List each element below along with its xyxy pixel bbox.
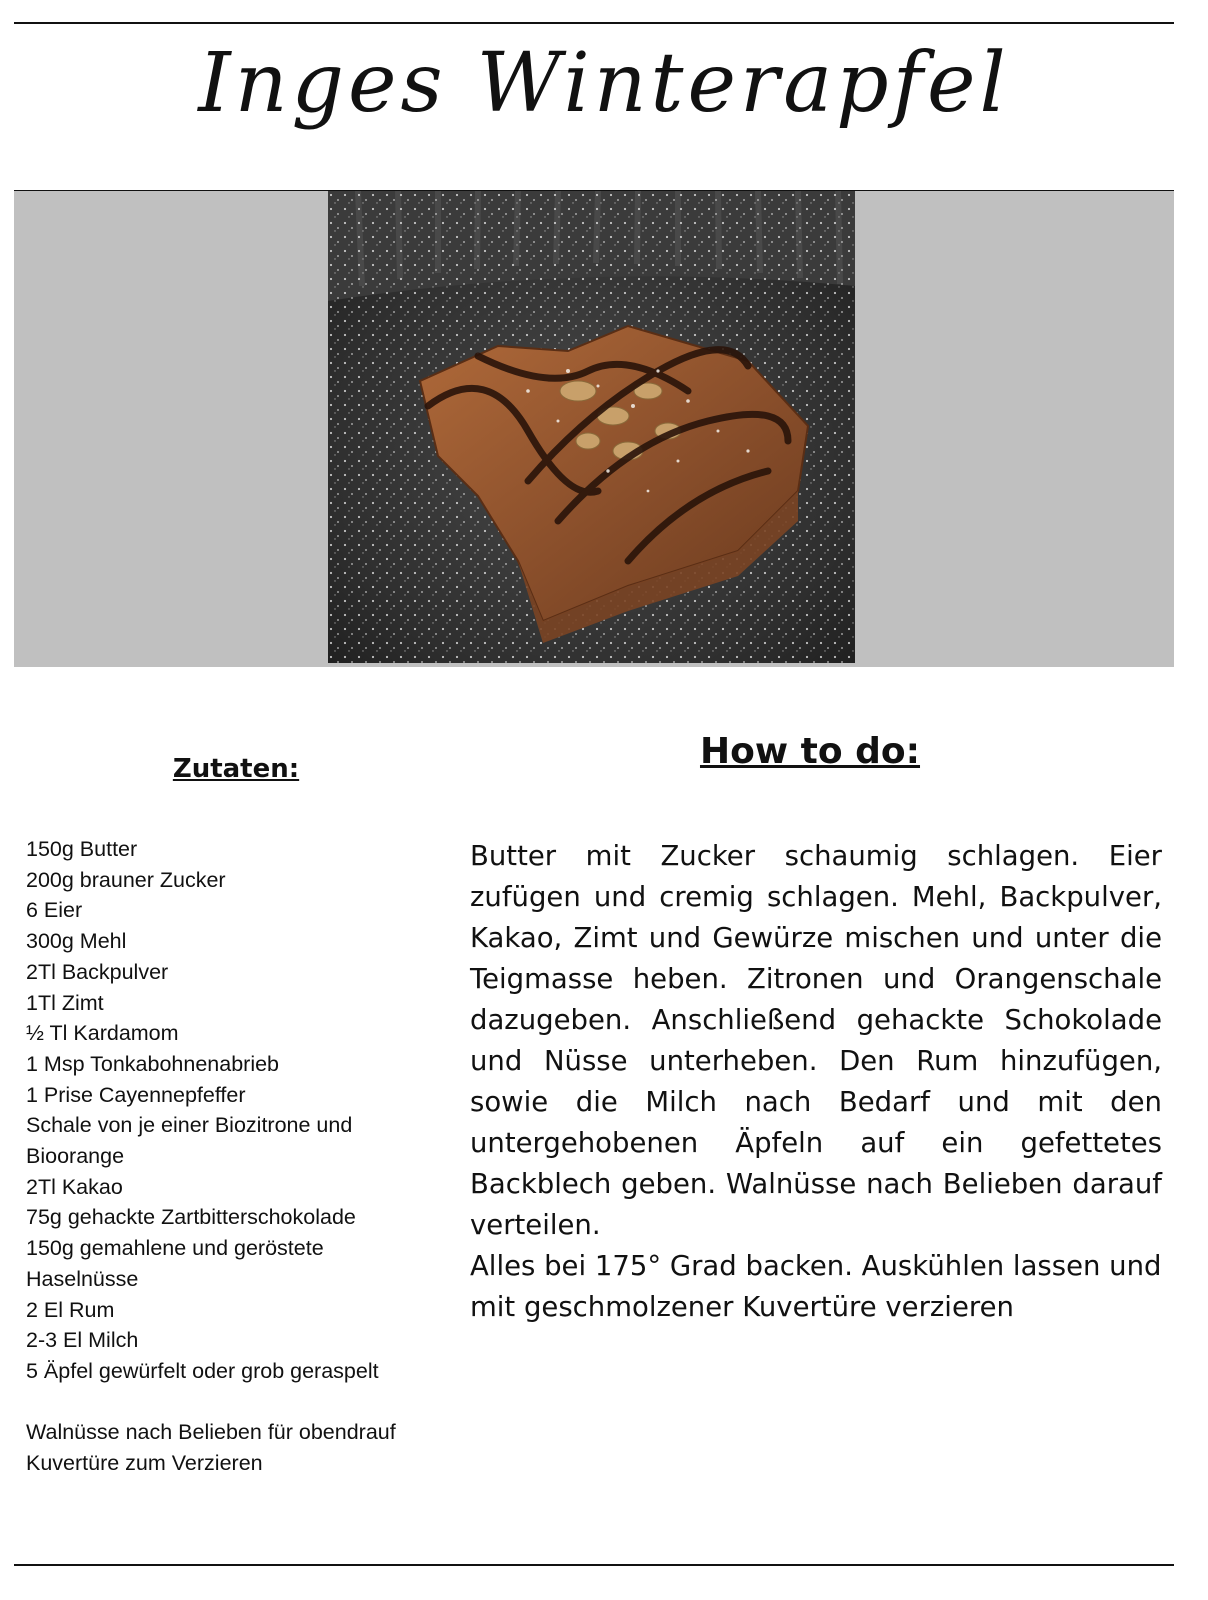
- list-item: 1 Prise Cayennepfeffer: [26, 1082, 246, 1107]
- list-item: Haselnüsse: [26, 1266, 139, 1291]
- list-item: 2Tl Backpulver: [26, 959, 169, 984]
- list-item: 1 Msp Tonkabohnenabrieb: [26, 1051, 280, 1076]
- list-item: 75g gehackte Zartbitterschokolade: [26, 1205, 356, 1230]
- instructions-paragraph: Alles bei 175° Grad backen. Auskühlen lassen und mit geschmolzener Kuvertüre verzieren: [470, 1250, 1162, 1323]
- bottom-rule: [14, 1564, 1174, 1566]
- list-item: Bioorange: [26, 1144, 125, 1169]
- list-item: ½ Tl Kardamom: [26, 1021, 179, 1046]
- list-item: 150g Butter: [26, 837, 138, 861]
- list-item: 5 Äpfel gewürfelt oder grob geraspelt: [26, 1358, 379, 1383]
- list-item: 6 Eier: [26, 898, 83, 923]
- list-item: 2-3 El Milch: [26, 1328, 139, 1353]
- photo-band: [14, 191, 1174, 667]
- cake-photo: [328, 191, 855, 663]
- instructions-paragraph: Butter mit Zucker schaumig schlagen. Eier zufügen und cremig schlagen. Mehl, Backpulver, Kakao, Zimt und Gewürze mischen und unter die Teigmasse heben. Zitronen und Orangenschale dazugeben. Anschließend gehackte Schokolade und Nüsse unterheben. Den Rum hinzufügen, sowie die Milch nach Bedarf und mit den untergehobenen Äpfeln auf ein gefettetes Backblech geben. Walnüsse nach Belieben darauf verteilen.: [470, 840, 1162, 1241]
- list-item: 1Tl Zimt: [26, 990, 104, 1015]
- list-item: Walnüsse nach Belieben für obendrauf: [26, 1420, 396, 1445]
- top-rule: [14, 22, 1174, 24]
- instructions-heading: How to do:: [699, 731, 921, 772]
- instructions-text: [470, 836, 1162, 1328]
- list-item: Kuvertüre zum Verzieren: [26, 1451, 263, 1476]
- list-item: 2 El Rum: [26, 1297, 115, 1322]
- list-item: 200g brauner Zucker: [26, 867, 226, 892]
- list-item: 300g Mehl: [26, 929, 127, 954]
- list-item: 150g gemahlene und geröstete: [26, 1236, 324, 1261]
- recipe-title: Inges Winterapfel: [198, 36, 1010, 131]
- ingredients-heading: Zutaten:: [172, 754, 300, 784]
- list-spacer: [26, 1387, 446, 1418]
- list-item: 2Tl Kakao: [26, 1174, 123, 1199]
- ingredients-list: [26, 834, 446, 1479]
- list-item: Schale von je einer Biozitrone und: [26, 1113, 353, 1138]
